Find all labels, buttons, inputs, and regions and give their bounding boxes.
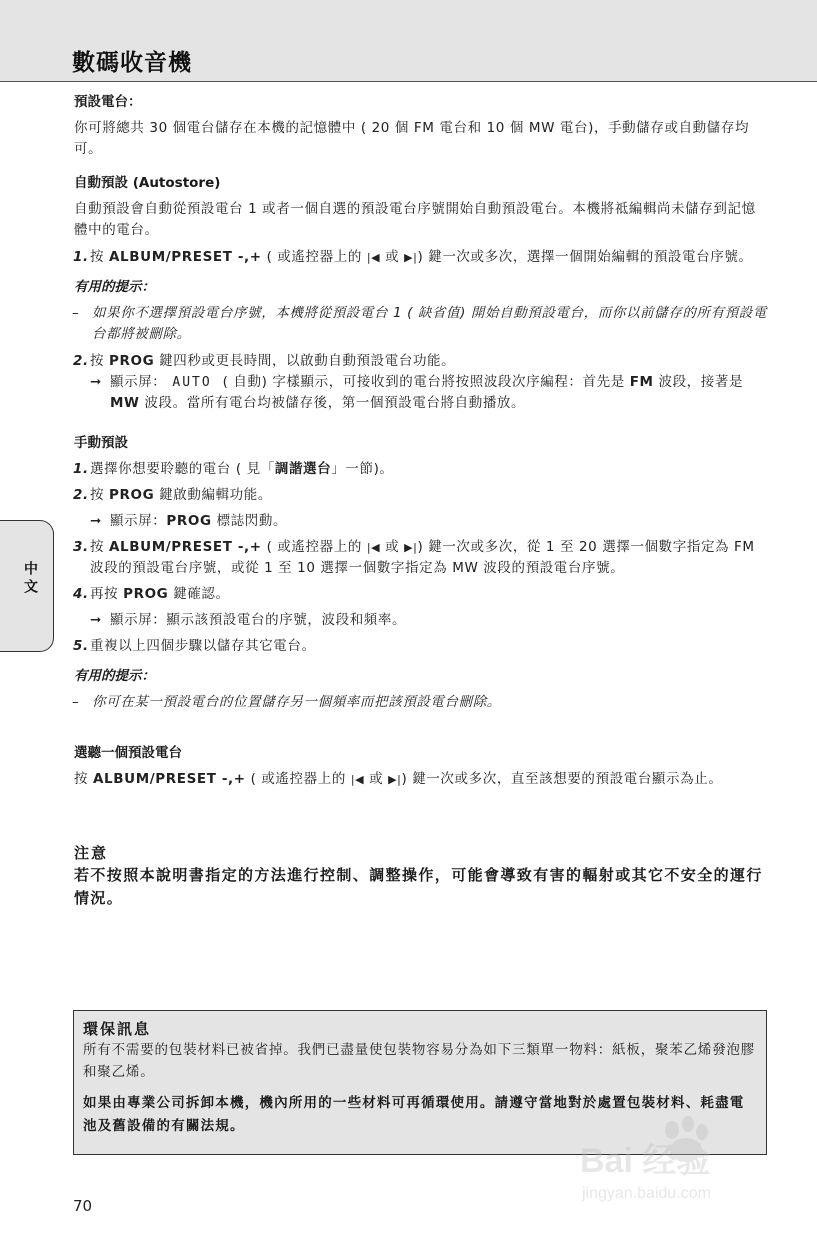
language-tab-label: 中文 xyxy=(22,561,38,597)
page-number: 70 xyxy=(73,1197,93,1215)
autostore-display-note xyxy=(74,372,768,414)
step-text: ( 或遙控器上的 xyxy=(261,539,367,555)
step-text: ( 或遙控器上的 xyxy=(261,249,367,265)
caution-text: 若不按照本說明書指定的方法進行控制、調整操作，可能會導致有害的輻射或其它不安全的運行情況。 xyxy=(74,866,763,907)
step-number: 4. xyxy=(73,586,89,602)
autostore-step-2 xyxy=(74,351,768,372)
step-number: 2. xyxy=(73,353,89,369)
prog-key: PROG xyxy=(109,487,155,503)
next-icon: ▶| xyxy=(388,773,402,786)
step-text: 按 xyxy=(90,539,109,555)
note-text: 標誌閃動。 xyxy=(211,513,288,529)
manual-heading: 手動預設 xyxy=(74,435,128,451)
previous-icon: |◀ xyxy=(350,773,365,786)
dash-bullet: – xyxy=(72,305,80,321)
manual-step-1 xyxy=(74,459,768,480)
manual-display-note xyxy=(74,511,768,532)
language-tab xyxy=(0,520,54,652)
step-number: 2. xyxy=(73,487,89,503)
step-number: 5. xyxy=(73,638,89,654)
para-text: 或 xyxy=(364,771,389,787)
manual-tip xyxy=(74,692,768,713)
autostore-text: 自動預設會自動從預設電台 1 或者一個自選的預設電台序號開始自動預設電台。本機將祗編輯尚未儲存到記憶體中的電台。 xyxy=(74,201,756,238)
note-text: ( 自動) 字樣顯示，可接收到的電台將按照波段次序編程：首先是 xyxy=(217,374,630,390)
environment-text: 所有不需要的包裝材料已被省掉。我們已盡量使包裝物容易分為如下三類單一物料：紙板，聚苯乙烯發泡膠和聚乙烯。 xyxy=(83,1042,756,1080)
para-text: ) 鍵一次或多次，直至該想要的預設電台顯示為止。 xyxy=(401,771,723,787)
note-text: 顯示屏：顯示該預設電台的序號，波段和頻率。 xyxy=(110,612,407,628)
page-header xyxy=(0,0,817,82)
main-content xyxy=(74,92,768,910)
dash-bullet: – xyxy=(72,694,80,710)
note-text: 波段。當所有電台均被儲存後，第一個預設電台將自動播放。 xyxy=(139,395,526,411)
manual-step-3 xyxy=(74,537,768,579)
preset-heading: 預設電台： xyxy=(74,94,142,110)
manual-step-2 xyxy=(74,485,768,506)
tip-heading: 有用的提示： xyxy=(74,668,155,684)
prog-key: PROG xyxy=(109,353,155,369)
step-text: 」一節)。 xyxy=(331,461,394,477)
para-text: ( 或遙控器上的 xyxy=(245,771,351,787)
step-text: 或 xyxy=(380,539,405,555)
lcd-auto-display: AUTO xyxy=(172,375,212,390)
prog-indicator: PROG xyxy=(166,513,212,529)
environment-title: 環保訊息 xyxy=(83,1020,152,1038)
tip-text: 你可在某一預設電台的位置儲存另一個頻率而把該預設電台刪除。 xyxy=(92,694,501,710)
arrow-icon: ➞ xyxy=(90,374,102,390)
note-text: 顯示屏： xyxy=(110,374,167,390)
page-title: 數碼收音機 xyxy=(72,50,192,76)
step-text: 鍵四秒或更長時間，以啟動自動預設電台功能。 xyxy=(154,353,456,369)
tip-text: 如果你不選擇預設電台序號，本機將從預設電台 1 ( 缺省值) 開始自動預設電台，而你以前儲存的所有預設電台都將被刪除。 xyxy=(92,305,767,342)
step-text: 選擇你想要聆聽的電台 ( 見「 xyxy=(90,461,275,477)
fm-band: FM xyxy=(629,374,654,390)
album-preset-key: ALBUM/PRESET -,+ xyxy=(109,539,262,555)
step-number: 1. xyxy=(73,461,89,477)
album-preset-key: ALBUM/PRESET -,+ xyxy=(93,771,246,787)
watermark-url: jingyan.baidu.com xyxy=(582,1185,711,1202)
arrow-icon: ➞ xyxy=(90,612,102,628)
step-text: ) 鍵一次或多次，選擇一個開始編輯的預設電台序號。 xyxy=(417,249,753,265)
autostore-step-1 xyxy=(74,247,768,268)
previous-icon: |◀ xyxy=(366,541,381,554)
next-icon: ▶| xyxy=(404,541,418,554)
manual-step-4 xyxy=(74,584,768,605)
preset-text: 你可將總共 30 個電台儲存在本機的記憶體中 ( 20 個 FM 電台和 10 個 MW 電台)，手動儲存或自動儲存均可。 xyxy=(74,120,750,157)
step-text: 按 xyxy=(90,487,109,503)
step-text: 鍵啟動編輯功能。 xyxy=(154,487,272,503)
prog-key: PROG xyxy=(123,586,169,602)
arrow-icon: ➞ xyxy=(90,513,102,529)
album-preset-key: ALBUM/PRESET -,+ xyxy=(109,249,262,265)
step-number: 3. xyxy=(73,539,89,555)
mw-band: MW xyxy=(110,395,140,411)
step-text: 重複以上四個步驟以儲存其它電台。 xyxy=(90,638,316,654)
environment-recycling-text: 如果由專業公司拆卸本機，機內所用的一些材料可再循環使用。請遵守當地對於處置包裝材料、耗盡電池及舊設備的有關法規。 xyxy=(83,1095,745,1134)
manual-step-5 xyxy=(74,636,768,657)
watermark-logo-text: Bai 经验 xyxy=(580,1142,711,1180)
manual-confirm-note xyxy=(74,610,768,631)
previous-icon: |◀ xyxy=(366,251,381,264)
tuning-section-ref: 調諧選台 xyxy=(274,461,332,477)
caution-title: 注意 xyxy=(74,844,109,862)
step-text: 或 xyxy=(380,249,405,265)
step-text: 按 xyxy=(90,249,109,265)
autostore-heading: 自動預設 (Autostore) xyxy=(74,175,221,191)
tip-heading: 有用的提示： xyxy=(74,279,155,295)
step-text: 按 xyxy=(90,353,109,369)
step-number: 1. xyxy=(73,249,89,265)
select-preset-text xyxy=(74,769,768,790)
step-text: 再按 xyxy=(90,586,124,602)
select-preset-heading: 選聽一個預設電台 xyxy=(74,745,182,761)
baidu-watermark xyxy=(580,1110,770,1205)
next-icon: ▶| xyxy=(404,251,418,264)
step-text: 鍵確認。 xyxy=(168,586,230,602)
note-text: 顯示屏： xyxy=(110,513,167,529)
autostore-tip xyxy=(74,303,768,345)
note-text: 波段，接著是 xyxy=(653,374,744,390)
para-text: 按 xyxy=(74,771,93,787)
step-text: ) 鍵一次或多次，從 1 至 20 選擇一個數字指定為 FM 波段的預設電台序號，或從 1 至 10 選擇一個數字指定為 MW 波段的預設電台序號。 xyxy=(90,539,755,576)
